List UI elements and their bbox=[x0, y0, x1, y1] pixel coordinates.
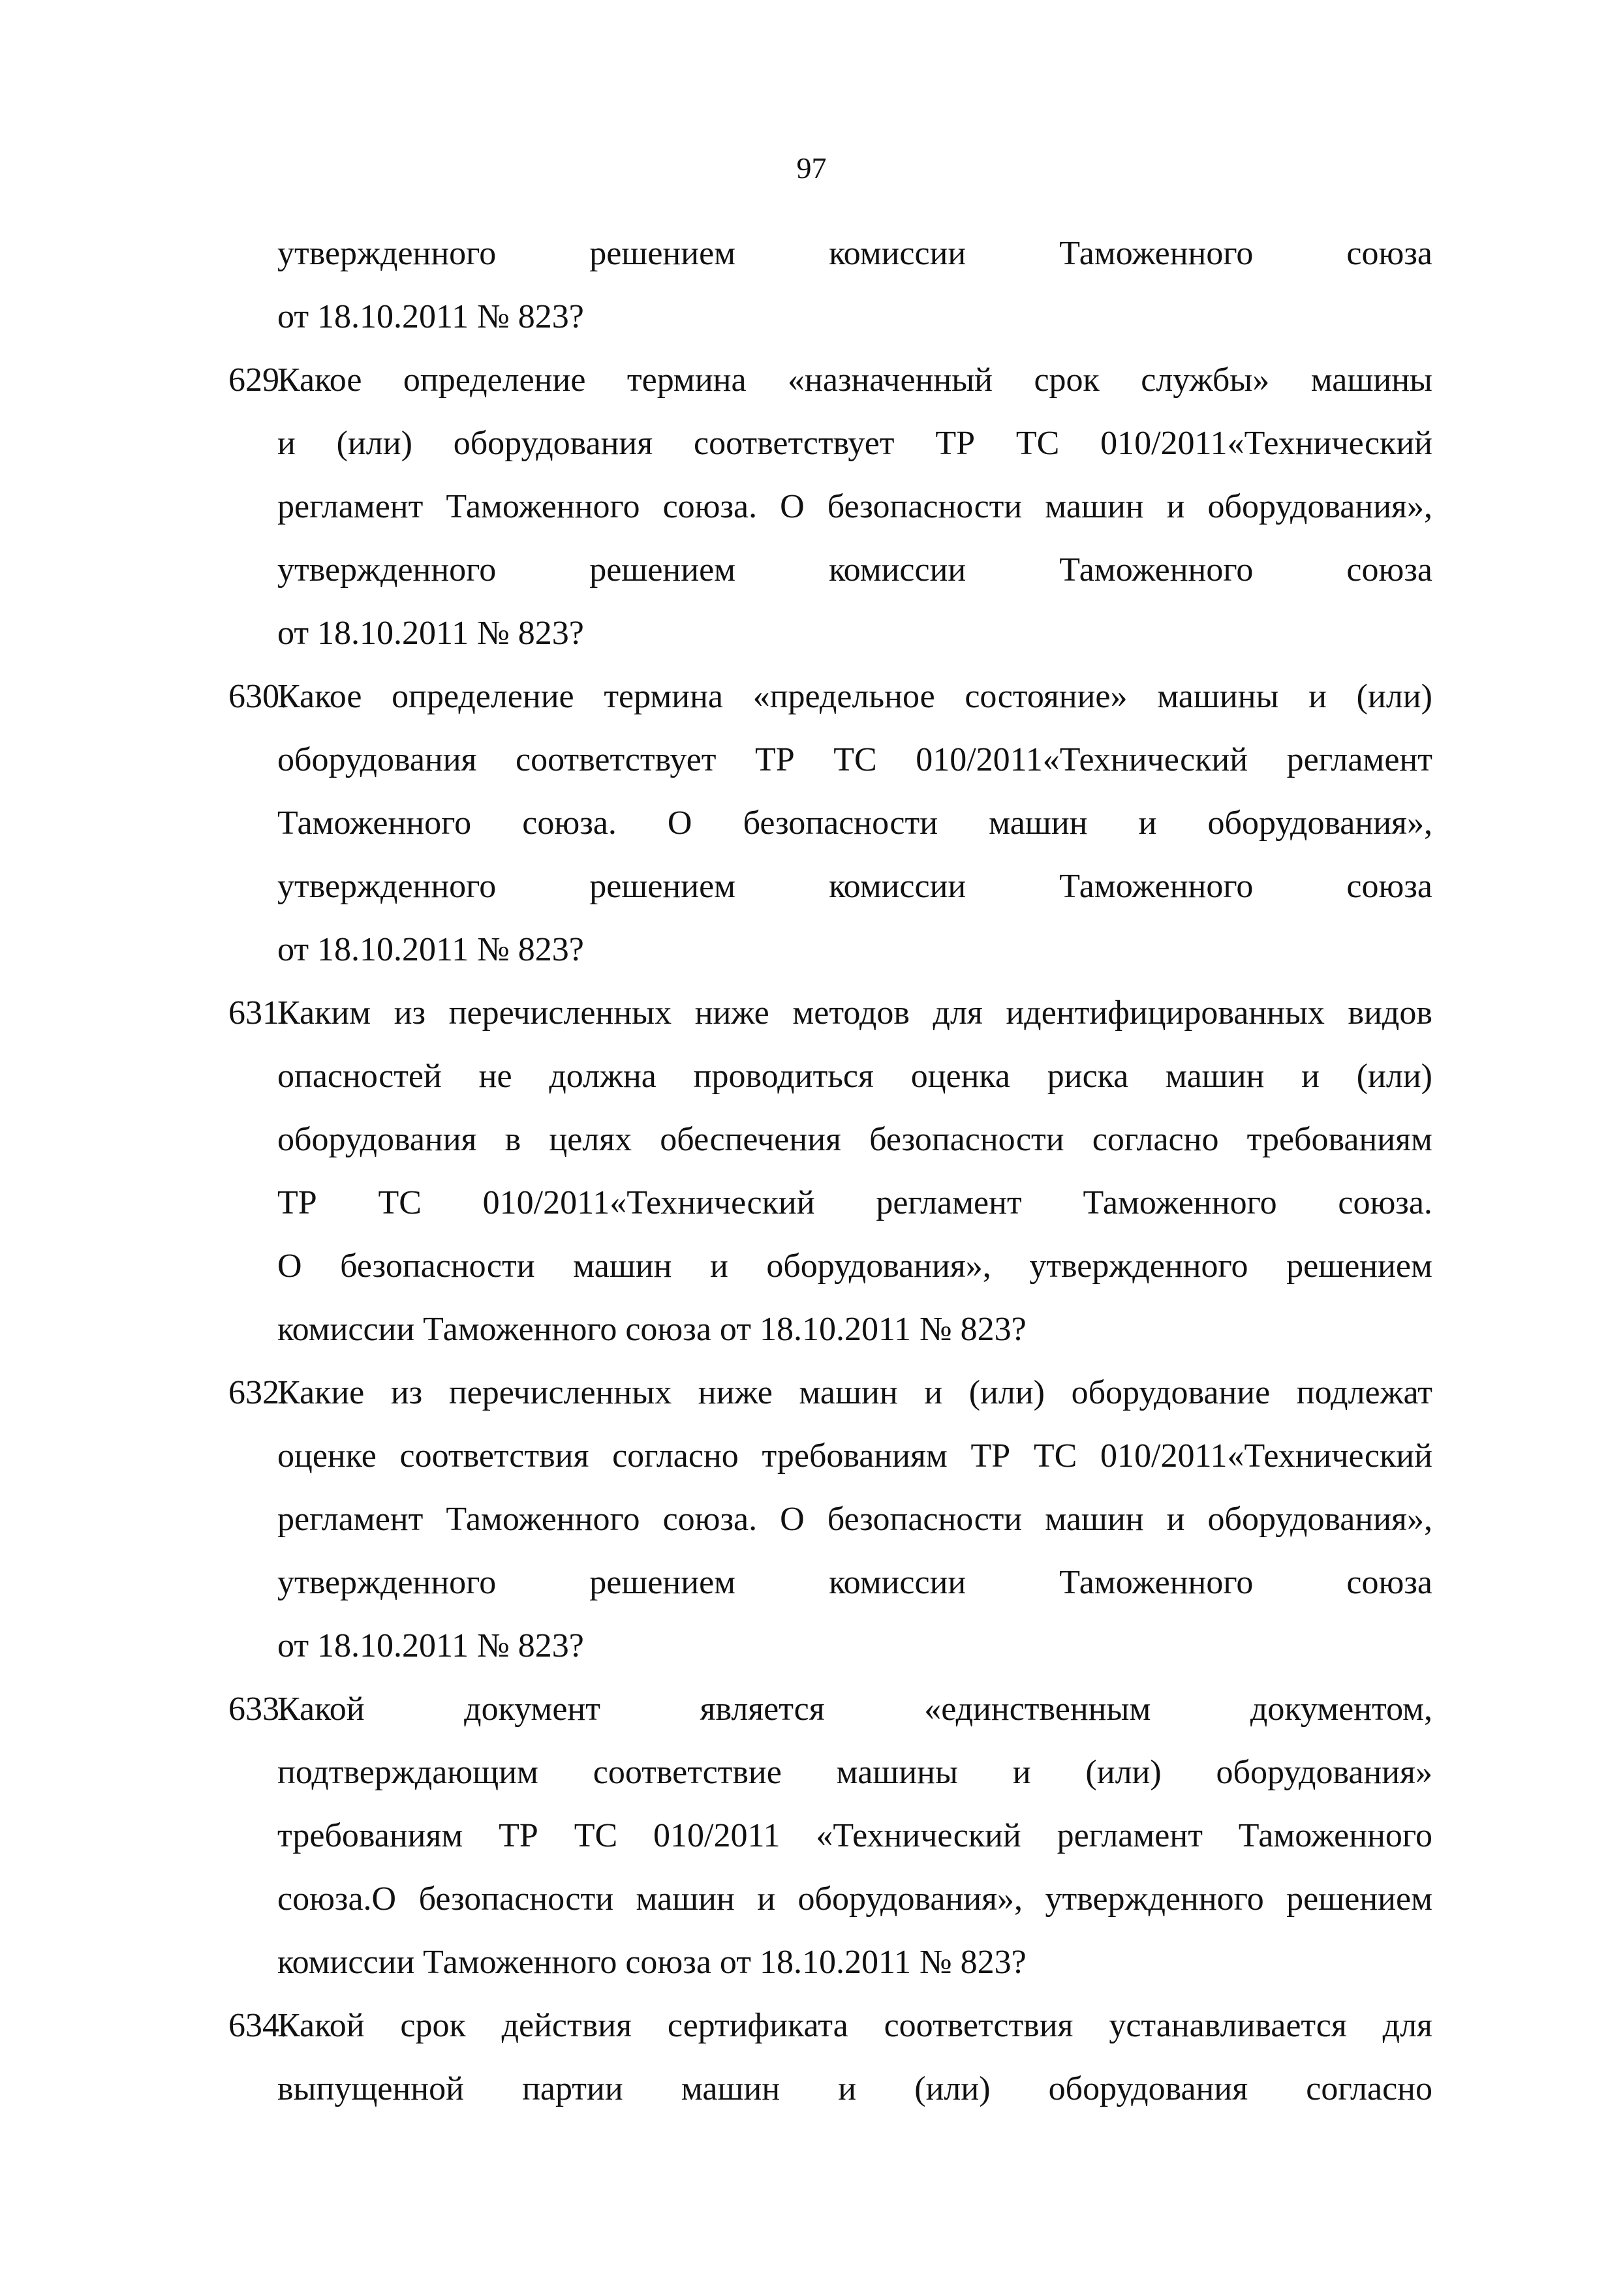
text-line bbox=[228, 855, 1432, 918]
word: ТР bbox=[499, 1817, 538, 1854]
word: машины bbox=[836, 1754, 958, 1791]
word: оборудования», bbox=[1207, 804, 1432, 842]
line-text: от 18.10.2011 № 823? bbox=[277, 931, 584, 968]
word: в bbox=[504, 1121, 521, 1158]
word: (или) bbox=[1356, 1058, 1432, 1095]
text-line bbox=[228, 1234, 1432, 1298]
word: ниже bbox=[694, 994, 769, 1032]
text-line bbox=[228, 412, 1432, 475]
word: машин bbox=[799, 1374, 898, 1411]
word: безопасности bbox=[418, 1880, 614, 1918]
word: Таможенного bbox=[1083, 1184, 1277, 1221]
word: документ bbox=[464, 1691, 600, 1728]
word: определение bbox=[403, 361, 586, 399]
word: риска bbox=[1047, 1058, 1129, 1095]
word: ТС bbox=[1033, 1437, 1077, 1475]
word: срок bbox=[400, 2007, 466, 2044]
line-text bbox=[277, 981, 1432, 1045]
word: утвержденного bbox=[277, 551, 497, 589]
word: О bbox=[780, 488, 805, 525]
word: оборудования», bbox=[1207, 1501, 1432, 1538]
word: и bbox=[1138, 804, 1157, 842]
word: требованиям bbox=[762, 1437, 948, 1475]
line-text: от 18.10.2011 № 823? bbox=[277, 1627, 584, 1664]
word: сертификата bbox=[667, 2007, 848, 2044]
text-line bbox=[228, 475, 1432, 538]
word: 010/2011«Технический bbox=[482, 1184, 815, 1221]
question-number: 631. bbox=[228, 994, 288, 1032]
question-first-line bbox=[228, 665, 1432, 728]
text-line bbox=[228, 1108, 1432, 1171]
word: машин bbox=[1166, 1058, 1265, 1095]
text-line bbox=[228, 791, 1432, 855]
question-number: 633. bbox=[228, 1691, 288, 1728]
word: Какой bbox=[277, 2007, 365, 2044]
word: безопасности bbox=[340, 1247, 535, 1285]
word: союза bbox=[1346, 235, 1432, 272]
word: регламент bbox=[1057, 1817, 1203, 1854]
word: для bbox=[933, 994, 983, 1032]
word: соответствует bbox=[516, 741, 717, 778]
word: обеспечения bbox=[660, 1121, 841, 1158]
word: Таможенного bbox=[1059, 1564, 1254, 1601]
word: опасностей bbox=[277, 1058, 442, 1095]
word: согласно bbox=[612, 1437, 739, 1475]
word: перечисленных bbox=[448, 1374, 672, 1411]
word: решением bbox=[1286, 1247, 1432, 1285]
question-number: 632. bbox=[228, 1374, 288, 1411]
word: и bbox=[1012, 1754, 1031, 1791]
word: решением bbox=[589, 1564, 736, 1601]
line-text bbox=[277, 348, 1432, 412]
word: машин bbox=[573, 1247, 672, 1285]
word: согласно bbox=[1306, 2070, 1432, 2107]
word: союза bbox=[1346, 1564, 1432, 1601]
word: должна bbox=[549, 1058, 657, 1095]
word: соответствия bbox=[399, 1437, 589, 1475]
word: подтверждающим bbox=[277, 1754, 538, 1791]
word: 010/2011«Технический bbox=[916, 741, 1248, 778]
word: оборудования», bbox=[1207, 488, 1432, 525]
question-number: 629. bbox=[228, 361, 288, 399]
question-first-line bbox=[228, 1677, 1432, 1741]
word: О bbox=[277, 1247, 302, 1285]
word: утвержденного bbox=[277, 1564, 497, 1601]
word: идентифицированных bbox=[1006, 994, 1325, 1032]
word: действия bbox=[501, 2007, 632, 2044]
word: (или) bbox=[1356, 678, 1432, 715]
word: и bbox=[1308, 678, 1327, 715]
line-text bbox=[277, 665, 1432, 728]
word: 010/2011 bbox=[653, 1817, 781, 1854]
word: оборудование bbox=[1071, 1374, 1271, 1411]
word: регламент bbox=[876, 1184, 1022, 1221]
word: машины bbox=[1310, 361, 1432, 399]
word: безопасности bbox=[827, 488, 1023, 525]
text-line-last bbox=[228, 285, 1432, 348]
word: термина bbox=[626, 361, 747, 399]
word: и bbox=[1166, 488, 1185, 525]
line-text: комиссии Таможенного союза от 18.10.2011 № 823? bbox=[277, 1944, 1027, 1981]
word: машин bbox=[989, 804, 1088, 842]
line-text: от 18.10.2011 № 823? bbox=[277, 298, 584, 335]
text-line-last bbox=[228, 1931, 1432, 1994]
text-line-last bbox=[228, 1298, 1432, 1361]
word: Таможенного bbox=[1059, 235, 1254, 272]
word: союза. bbox=[522, 804, 617, 842]
word: решением bbox=[589, 868, 736, 905]
word: комиссии bbox=[829, 551, 966, 589]
word: и bbox=[924, 1374, 943, 1411]
word: определение bbox=[392, 678, 574, 715]
word: оборудования bbox=[277, 1121, 477, 1158]
word: оборудования bbox=[453, 425, 653, 462]
word: из bbox=[390, 1374, 423, 1411]
word: ниже bbox=[698, 1374, 773, 1411]
word: 010/2011«Технический bbox=[1100, 1437, 1432, 1475]
word: комиссии bbox=[829, 868, 966, 905]
word: (или) bbox=[968, 1374, 1045, 1411]
word: О bbox=[667, 804, 692, 842]
word: утвержденного bbox=[277, 868, 497, 905]
text-line-last bbox=[228, 602, 1432, 665]
word: союза. bbox=[1338, 1184, 1432, 1221]
word: для bbox=[1382, 2007, 1432, 2044]
word: решением bbox=[589, 235, 736, 272]
word: выпущенной bbox=[277, 2070, 464, 2107]
word: и bbox=[1301, 1058, 1320, 1095]
line-text bbox=[277, 1677, 1432, 1741]
text-line bbox=[228, 1804, 1432, 1867]
text-line bbox=[228, 1741, 1432, 1804]
text-line bbox=[228, 1045, 1432, 1108]
word: решением bbox=[589, 551, 736, 589]
word: службы» bbox=[1141, 361, 1270, 399]
word: безопасности bbox=[869, 1121, 1064, 1158]
text-line bbox=[228, 1867, 1432, 1931]
word: регламент bbox=[277, 488, 424, 525]
line-text: от 18.10.2011 № 823? bbox=[277, 615, 584, 652]
word: подлежат bbox=[1296, 1374, 1432, 1411]
word: ТС bbox=[378, 1184, 422, 1221]
word: безопасности bbox=[743, 804, 938, 842]
word: машин bbox=[636, 1880, 735, 1918]
text-line bbox=[228, 2057, 1432, 2120]
document-body bbox=[228, 222, 1432, 2120]
text-line bbox=[228, 1551, 1432, 1614]
word: «единственным bbox=[924, 1691, 1151, 1728]
text-line bbox=[228, 1424, 1432, 1488]
word: (или) bbox=[336, 425, 412, 462]
word: требованиям bbox=[277, 1817, 463, 1854]
text-line-last bbox=[228, 918, 1432, 981]
word: и bbox=[709, 1247, 728, 1285]
word: Таможенного bbox=[1059, 551, 1254, 589]
word: оборудования bbox=[1048, 2070, 1248, 2107]
text-line bbox=[228, 222, 1432, 285]
word: Какие bbox=[277, 1374, 365, 1411]
word: (или) bbox=[1085, 1754, 1162, 1791]
word: Таможенного bbox=[1059, 868, 1254, 905]
word: комиссии bbox=[829, 1564, 966, 1601]
page-number: 97 bbox=[796, 151, 827, 185]
word: состояние» bbox=[965, 678, 1128, 715]
word: методов bbox=[792, 994, 910, 1032]
word: Какое bbox=[277, 678, 362, 715]
word: Каким bbox=[277, 994, 371, 1032]
word: О bbox=[780, 1501, 805, 1538]
word: оборудования», bbox=[797, 1880, 1023, 1918]
question-number: 634. bbox=[228, 2007, 288, 2044]
line-text bbox=[277, 1361, 1432, 1424]
word: Таможенного bbox=[446, 1501, 640, 1538]
question-first-line bbox=[228, 1361, 1432, 1424]
word: регламент bbox=[1286, 741, 1432, 778]
word: проводиться bbox=[693, 1058, 874, 1095]
word: не bbox=[478, 1058, 512, 1095]
word: документом, bbox=[1250, 1691, 1432, 1728]
word: из bbox=[394, 994, 426, 1032]
word: ТС bbox=[833, 741, 877, 778]
word: партии bbox=[522, 2070, 623, 2107]
word: утвержденного bbox=[1045, 1880, 1264, 1918]
word: перечисленных bbox=[448, 994, 672, 1032]
word: и bbox=[1166, 1501, 1185, 1538]
word: оценка bbox=[910, 1058, 1010, 1095]
text-line bbox=[228, 538, 1432, 602]
text-line bbox=[228, 1488, 1432, 1551]
word: «Технический bbox=[816, 1817, 1021, 1854]
word: союза. bbox=[662, 488, 758, 525]
word: машин bbox=[1045, 1501, 1144, 1538]
word: и bbox=[757, 1880, 776, 1918]
word: союза bbox=[1346, 868, 1432, 905]
word: ТР bbox=[970, 1437, 1011, 1475]
word: является bbox=[700, 1691, 825, 1728]
word: «предельное bbox=[752, 678, 935, 715]
word: целях bbox=[549, 1121, 632, 1158]
word: Какое bbox=[277, 361, 362, 399]
word: устанавливается bbox=[1109, 2007, 1347, 2044]
word: согласно bbox=[1092, 1121, 1219, 1158]
word: оборудования», bbox=[766, 1247, 991, 1285]
word: решением bbox=[1286, 1880, 1432, 1918]
word: регламент bbox=[277, 1501, 424, 1538]
text-line bbox=[228, 1171, 1432, 1234]
word: комиссии bbox=[829, 235, 966, 272]
question-first-line bbox=[228, 348, 1432, 412]
word: союза.О bbox=[277, 1880, 397, 1918]
word: соответствует bbox=[694, 425, 895, 462]
line-text bbox=[277, 1994, 1432, 2057]
word: соответствие bbox=[593, 1754, 782, 1791]
word: 010/2011«Технический bbox=[1100, 425, 1432, 462]
word: утвержденного bbox=[1029, 1247, 1248, 1285]
word: и bbox=[838, 2070, 857, 2107]
question-number: 630. bbox=[228, 678, 288, 715]
word: союза. bbox=[662, 1501, 758, 1538]
word: безопасности bbox=[827, 1501, 1023, 1538]
word: термина bbox=[604, 678, 723, 715]
word: соответствия bbox=[884, 2007, 1074, 2044]
word: Таможенного bbox=[277, 804, 472, 842]
word: ТР bbox=[935, 425, 976, 462]
question-first-line bbox=[228, 981, 1432, 1045]
word: машин bbox=[1045, 488, 1144, 525]
line-text: комиссии Таможенного союза от 18.10.2011 № 823? bbox=[277, 1311, 1027, 1348]
word: «назначенный bbox=[788, 361, 993, 399]
question-first-line bbox=[228, 1994, 1432, 2057]
word: срок bbox=[1034, 361, 1100, 399]
word: ТР bbox=[755, 741, 795, 778]
text-line bbox=[228, 728, 1432, 791]
word: Какой bbox=[277, 1691, 365, 1728]
word: утвержденного bbox=[277, 235, 497, 272]
word: ТС bbox=[574, 1817, 618, 1854]
word: оценке bbox=[277, 1437, 377, 1475]
word: требованиям bbox=[1246, 1121, 1432, 1158]
word: машины bbox=[1157, 678, 1279, 715]
word: машин bbox=[681, 2070, 781, 2107]
word: оборудования bbox=[277, 741, 477, 778]
word: союза bbox=[1346, 551, 1432, 589]
word: (или) bbox=[914, 2070, 991, 2107]
word: Таможенного bbox=[1238, 1817, 1432, 1854]
word: ТС bbox=[1015, 425, 1060, 462]
word: видов bbox=[1348, 994, 1432, 1032]
word: ТР bbox=[277, 1184, 317, 1221]
word: Таможенного bbox=[446, 488, 640, 525]
word: оборудования» bbox=[1216, 1754, 1432, 1791]
text-line-last bbox=[228, 1614, 1432, 1677]
word: и bbox=[277, 425, 296, 462]
